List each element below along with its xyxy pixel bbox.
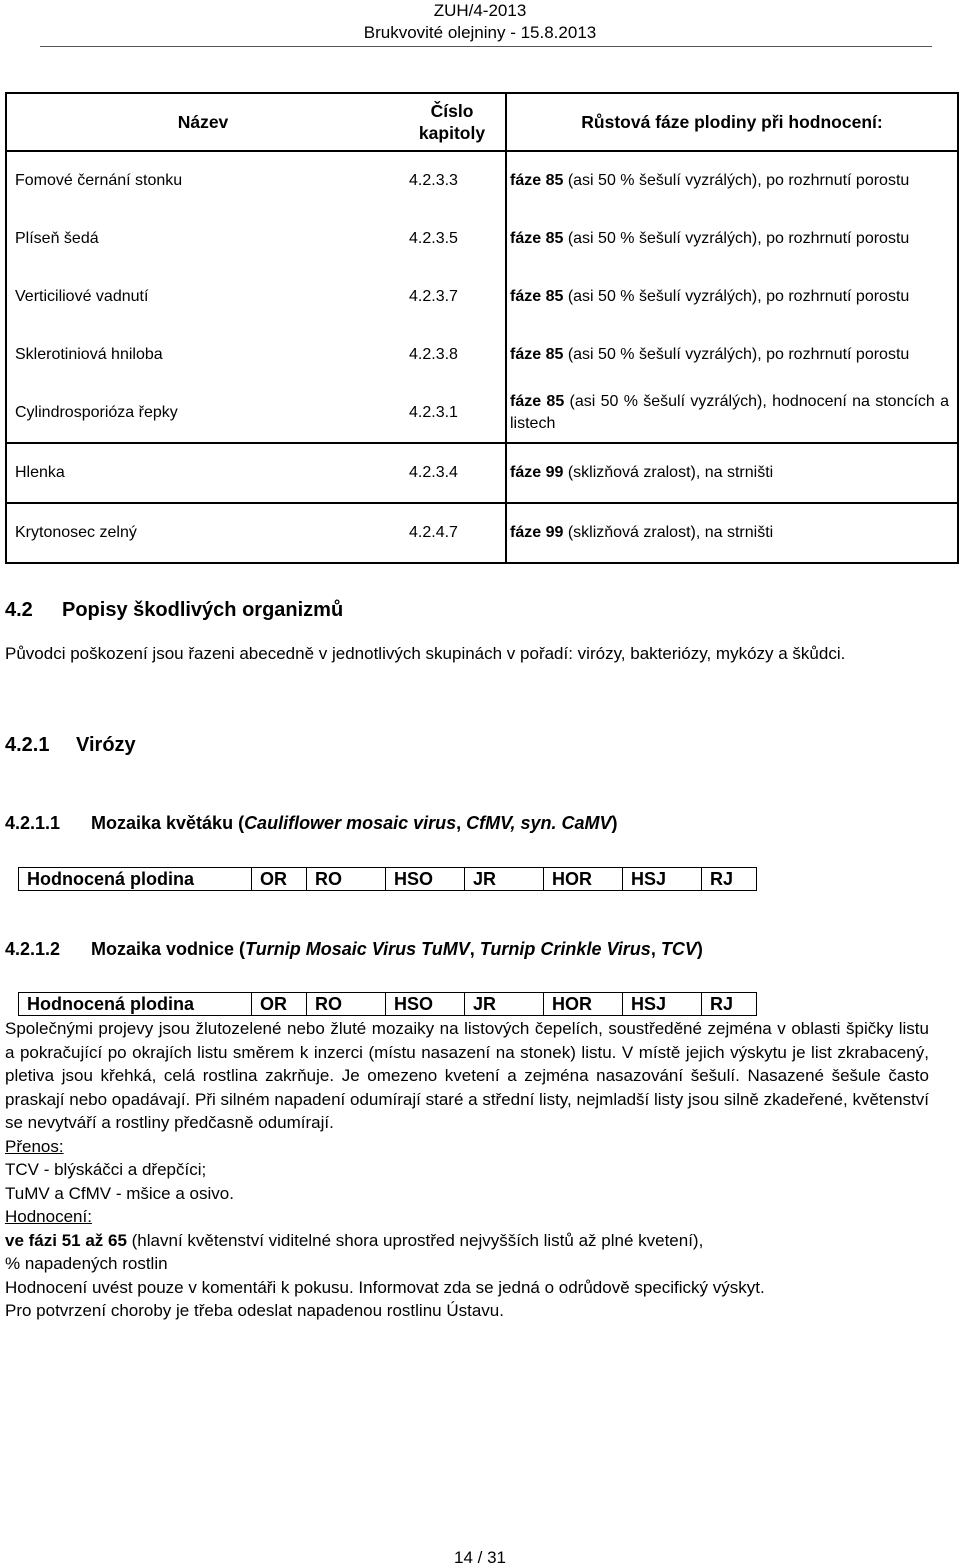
crop-code: OR bbox=[252, 868, 307, 891]
header-divider bbox=[40, 46, 932, 47]
section-heading bbox=[5, 599, 343, 622]
row-name: Plíseň šedá bbox=[15, 230, 99, 247]
disease-description bbox=[5, 1017, 929, 1323]
column-growth-stage: Růstová fáze plodiny při hodnocení: bbox=[506, 93, 958, 151]
subsection-number: 4.2.1 bbox=[5, 734, 50, 756]
evaluation-line: % napadených rostlin bbox=[5, 1254, 168, 1273]
row-chapter: 4.2.3.7 bbox=[409, 288, 458, 305]
section-number: 4.2 bbox=[5, 599, 33, 621]
crop-label: Hodnocená plodina bbox=[19, 993, 252, 1016]
crop-code: OR bbox=[252, 993, 307, 1016]
note-line: Pro potvrzení choroby je třeba odeslat napadenou rostlinu Ústavu. bbox=[5, 1301, 504, 1320]
crop-code: JR bbox=[465, 993, 544, 1016]
section-intro: Původci poškození jsou řazeni abecedně v jednotlivých skupinách v pořadí: virózy, bakteriózy, mykózy a škůdci. bbox=[5, 644, 846, 663]
row-name: Krytonosec zelný bbox=[15, 524, 137, 541]
row-stage: fáze 99 (sklizňová zralost), na strništi bbox=[506, 503, 958, 563]
crop-code: HOR bbox=[544, 868, 623, 891]
table-row bbox=[6, 326, 958, 384]
row-chapter: 4.2.4.7 bbox=[409, 524, 458, 541]
row-chapter: 4.2.3.4 bbox=[399, 443, 506, 503]
item-number: 4.2.1.1 bbox=[5, 813, 61, 833]
crop-table-1 bbox=[18, 867, 757, 891]
column-name: Název bbox=[6, 93, 399, 151]
table-header-row bbox=[6, 93, 958, 151]
evaluation-line: ve fázi 51 až 65 (hlavní květenství viditelné shora uprostřed nejvyšších listů až plné kvetení), bbox=[5, 1230, 704, 1250]
crop-code: HSJ bbox=[623, 993, 702, 1016]
row-stage: fáze 99 (sklizňová zralost), na strništi bbox=[506, 443, 958, 503]
table-row bbox=[6, 384, 958, 443]
crop-label: Hodnocená plodina bbox=[19, 868, 252, 891]
table-row bbox=[6, 443, 958, 503]
crop-row bbox=[19, 993, 757, 1016]
transfer-line: TCV - blýskáčci a dřepčíci; bbox=[5, 1160, 207, 1179]
row-stage: fáze 85 (asi 50 % šešulí vyzrálých), hodnocení na stoncích a listech bbox=[506, 384, 958, 443]
subsection-heading bbox=[5, 734, 136, 757]
row-name: Hlenka bbox=[6, 443, 399, 503]
crop-row bbox=[19, 868, 757, 891]
row-name: Fomové černání stonku bbox=[15, 172, 183, 189]
section-title: Popisy škodlivých organizmů bbox=[62, 599, 344, 621]
crop-code: HSO bbox=[386, 868, 465, 891]
item-heading-turnip-mosaic: 4.2.1.2 Mozaika vodnice (Turnip Mosaic Virus TuMV, Turnip Crinkle Virus, TCV) bbox=[5, 939, 703, 959]
row-stage: fáze 85 (asi 50 % šešulí vyzrálých), po rozhrnutí porostu bbox=[506, 210, 958, 268]
growth-stage-table bbox=[5, 92, 959, 564]
row-stage: fáze 85 (asi 50 % šešulí vyzrálých), po rozhrnutí porostu bbox=[506, 326, 958, 384]
document-code: ZUH/4-2013 bbox=[433, 1, 527, 20]
row-chapter: 4.2.3.5 bbox=[409, 230, 458, 247]
row-chapter: 4.2.3.8 bbox=[409, 346, 458, 363]
row-chapter: 4.2.3.1 bbox=[399, 384, 506, 443]
note-line: Hodnocení uvést pouze v komentáři k pokusu. Informovat zda se jedná o odrůdově specifický výskyt. bbox=[5, 1277, 765, 1297]
transfer-line: TuMV a CfMV - mšice a osivo. bbox=[5, 1183, 234, 1203]
row-name: Sklerotiniová hniloba bbox=[15, 346, 163, 363]
crop-code: HSO bbox=[386, 993, 465, 1016]
row-name: Verticiliové vadnutí bbox=[15, 288, 149, 305]
crop-code: HOR bbox=[544, 993, 623, 1016]
crop-code: RJ bbox=[702, 993, 757, 1016]
crop-code: HSJ bbox=[623, 868, 702, 891]
table-row bbox=[6, 151, 958, 210]
crop-code: RO bbox=[307, 868, 386, 891]
crop-code: RJ bbox=[702, 868, 757, 891]
subsection-title: Virózy bbox=[76, 734, 136, 756]
transfer-label: Přenos: bbox=[5, 1136, 64, 1156]
row-stage: fáze 85 (asi 50 % šešulí vyzrálých), po rozhrnutí porostu bbox=[506, 151, 958, 210]
page-number: 14 / 31 bbox=[454, 1548, 506, 1567]
item-heading-cauliflower-mosaic: 4.2.1.1 Mozaika květáku (Cauliflower mosaic virus, CfMV, syn. CaMV) bbox=[5, 813, 618, 833]
table-row bbox=[6, 210, 958, 268]
evaluation-label: Hodnocení: bbox=[5, 1207, 92, 1226]
table-row bbox=[6, 503, 958, 563]
row-stage: fáze 85 (asi 50 % šešulí vyzrálých), po rozhrnutí porostu bbox=[506, 268, 958, 326]
document-subtitle: Brukvovité olejniny - 15.8.2013 bbox=[363, 23, 597, 42]
item-number: 4.2.1.2 bbox=[5, 939, 61, 959]
row-chapter: 4.2.3.3 bbox=[409, 172, 458, 189]
row-name: Cylindrosporióza řepky bbox=[6, 384, 399, 443]
symptoms-paragraph: Společnými projevy jsou žlutozelené nebo žluté mozaiky na listových čepelích, soustředěné zejména v oblasti špičky listu a pokračující po okrajích listu směrem k inzerci (místu nasazení na stonek) listu. V místě jejich výskytu je list zkrabacený, pletiva jsou křehká, celá rostlina zakrňuje. Je omezeno kvetení a zejména nasazování šešulí. Nasazené šešule často praskají nebo opadávají. Při silném napadení odumírají staré a střední listy, nejmladší listy jsou silně zkadeřené, květenství se nevytváří a rostliny předčasně odumírají. bbox=[5, 1019, 929, 1132]
table-row bbox=[6, 268, 958, 326]
crop-code: JR bbox=[465, 868, 544, 891]
crop-code: RO bbox=[307, 993, 386, 1016]
crop-table-2 bbox=[18, 992, 757, 1016]
column-chapter: Číslo kapitoly bbox=[399, 93, 506, 151]
